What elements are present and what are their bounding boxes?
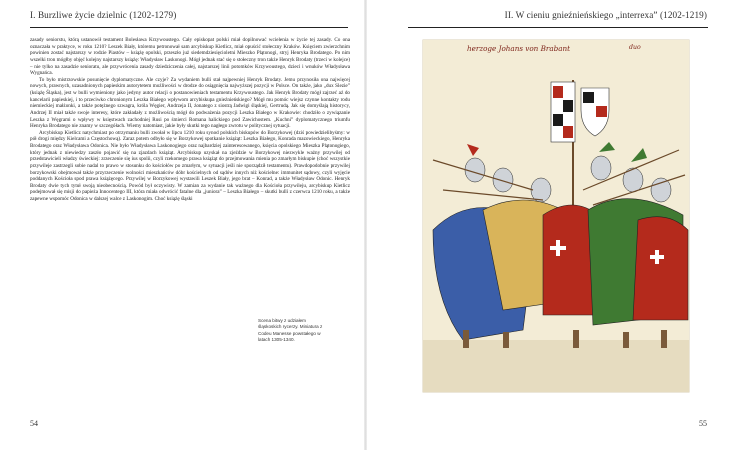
miniature-inscription-right: duo: [629, 44, 641, 51]
left-page: [0, 0, 365, 450]
left-page-number: 54: [30, 419, 38, 428]
paragraph: To było mistrzowskie posunięcie dyplomatyczne. Ale czyje? Za wydaniem bulli stał najpewniej Henryk Brodaty. Jemu przynosiła ona najwięcej nowych, prawnych, uzasadnionych papieskim autorytetem możliwości w drodze do osiągnięcia najwyższej pozycji w Polsce. On także, jako „dux Slezie” (książę Śląska), jest w bulli wymieniony jako jedyny autor relacji o postanowieniach testamentu Krzywoustego. Jak Henryk Brodaty mógł zajrzeć aż do kancelarii papieskiej, i to przeciwko chronionym Leszka Białego wpływom arcybiskupa gnieźnieńskiego? Mógł mu pomóc wiejsz czynne kontakty rodu niemieckiej małżonki, a także potężnego szwagra, króla Węgier, Andrzeja II, żonatego z siostrą Jadwigi śląskiej, Gertrudą. Jak się domyślają historycy, Andrzej II miał także swoje interesy, które zakładały z możliwością mógł do podważenia pozycji Leszka Białego w Krakowie: chodziło o zywiązanie Leszka z Węgrami o wpływy w księstwach zachodniej Rusi po śmierci Romana halickiego pod Zawichostem. „Kuchni” dyplomatycznego triumfu Henryka Brodatego nie znamy w szczegółach. Wiemy natomiast, jakie były skutki tego nagłego zwrotu w politycznej sytuacji.: [30, 76, 350, 130]
figure-caption: Scena bitwy z udziałem śląskoskich rycerzy. Miniatura z Codeu Manesse powstałego w latach 1305-1340.: [258, 318, 323, 342]
left-running-head: I. Burzliwe życie dzielnic (1202-1279): [30, 10, 177, 20]
right-page-number: 55: [699, 419, 707, 428]
right-running-head: II. W cieniu gnieźnieńskiego „interrexa” (1202-1219): [504, 10, 707, 20]
manesse-miniature: [423, 40, 689, 392]
right-head-rule: [408, 27, 708, 28]
paragraph: Arcybiskup Kietlicz natychmiast po otrzymaniu bulli zwołał w lipcu 1210 roku synod polskich biskupów do Borzykowej (dziś powiedzielibyśmy: w pół drogi między Kielcami a Częstochową). Zaraz potem odbyło się w Borzykowej spotkanie książąt: Leszka Białego, Konrada mazowieckiego, Henryka Brodatego oraz Władysława Odonica. Nie było Władysława Laskonogiego oraz najbardziej zainteresowanego, księcia opolskiego Mieszka Plątonogiego, który jednak z niewiedzy zaszło pojawić się na zjazdach książąt. Arcybiskup uzyskał na zjeździe w Borzykowej niezwykle ważny przywilej od przedstawicieli władzy świeckiej: zrzeczenie się ius spolii, czyli rzekomego prawa książąt do przejmowania mienia po zmarłym biskupie (choć wszystkie przywileje zastrzegli sobie nadal to prawo w stosunku do kościołów po zmarłym, w sytuacji jeśli nie sporządził testamentu). Prawdopodobnie przywilej borzykowski obejmował także przyrzeczenie wolności mieszkańców dóbr kościelnych od sądów innych niż kościelne: immunitet sądowy, czyli wyjęcie poddanych Kościoła spod prawa książęcego. Przywilej w Borzykowej wystawili Leszek Biały, jego brat – Konrad, a także Władysław Odonic. Henryk Brodaty dwie tych tytuł swoją nieobecnością. Powód był oczywisty. W zamian za wydanie tak ważnego dla Kościoła przywileju, arcybiskup Kietlicz podejmował się misji do papieża Innocentego III, która miała odwrócić fatalne dla „juniora” – Leszka Białego – skutki bulli z czerwca 1210 roku, a także zapewne wspomóc Odonica w dalszej walce z Laskonogim. Choć książę śląski: [30, 129, 350, 202]
paragraph: zasady seniorstu, którą ustanowił testament Bolesława Krzywoustego. Cały episkopat polski miał dopilnować wcielenia w życie tej zasady. Co ona oznaczała w praktyce, w roku 1210? Leszek Biały, któremu petronował sam arcybiskup Kietlicz, miał opuścić stołeczny Kraków. Księciem zwierzchnim powinien zostać najstarszy w rodzie Piastów – książę opolski, przeszło już siedemdziesięcioletni Mieszko Plątonogi, stryj Henryka Brodatego. Po nim wszelki tron mógłby objęć kolejny najstarszy książę: Władysław Laskonogi. Mógł jednak stać się o stołeczny tron także Henryk Brodaty (trzeci w kolejce) – nie tylko na zasadzie senioratu, ale przywrócenia zasady dziedziczenia całej, najstarszej linii potomków Krzywoustego, dzieci i wnuków Władysława Wygnańca.: [30, 37, 350, 77]
miniature-inscription: herzoge Johans von Brabant: [467, 44, 571, 53]
battle-scene-illustration: [423, 40, 689, 392]
left-body-text: [30, 37, 350, 203]
left-head-rule: [30, 27, 348, 28]
